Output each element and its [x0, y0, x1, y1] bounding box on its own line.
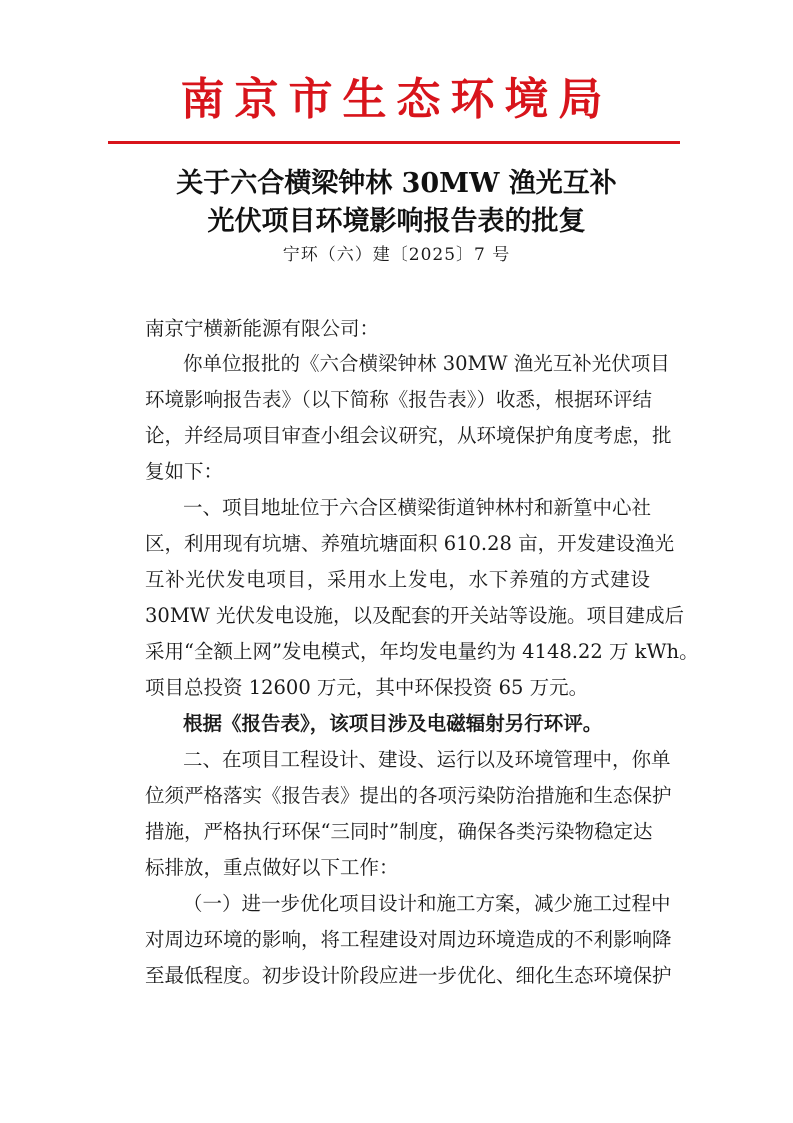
- body-line: 标排放，重点做好以下工作：: [145, 856, 399, 879]
- addressee: 南京宁横新能源有限公司：: [145, 317, 380, 340]
- body-line: 复如下：: [145, 460, 224, 483]
- agency-header: 南京市生态环境局: [180, 74, 613, 125]
- body-line: 位须严格落实《报告表》提出的各项污染防治措施和生态保护: [145, 784, 672, 807]
- body-line: 措施，严格执行环保“三同时”制度，确保各类污染物稳定达: [145, 820, 653, 843]
- body-line: 你单位报批的《六合横梁钟林 30MW 渔光互补光伏项目: [183, 352, 670, 375]
- body-line: 论，并经局项目审查小组会议研究，从环境保护角度考虑，批: [145, 424, 672, 447]
- body-line: 对周边环境的影响，将工程建设对周边环境造成的不利影响降: [145, 928, 672, 951]
- document-title-line-1: 关于六合横梁钟林 30MW 渔光互补: [176, 168, 617, 199]
- body-line: 一、项目地址位于六合区横梁街道钟林村和新篁中心社: [183, 496, 652, 519]
- document-number: 宁环（六）建〔2025〕7 号: [282, 245, 511, 265]
- body-line: 互补光伏发电项目，采用水上发电，水下养殖的方式建设: [145, 568, 650, 591]
- body-line: 环境影响报告表》（以下简称《报告表》）收悉，根据环评结: [145, 388, 653, 411]
- red-divider: [108, 141, 680, 144]
- body-line: 项目总投资 12600 万元，其中环保投资 65 万元。: [145, 676, 589, 699]
- body-line: （一）进一步优化项目设计和施工方案，减少施工过程中: [183, 892, 671, 915]
- body-line: 区，利用现有坑塘、养殖坑塘面积 610.28 亩，开发建设渔光: [145, 532, 675, 555]
- body-line: 至最低程度。初步设计阶段应进一步优化、细化生态环境保护: [145, 964, 672, 987]
- document-title-line-2: 光伏项目环境影响报告表的批复: [207, 206, 586, 237]
- body-line: 采用“全额上网”发电模式，年均发电量约为 4148.22 万 kWh。: [145, 640, 699, 663]
- body-line-emphasis: 根据《报告表》，该项目涉及电磁辐射另行环评。: [183, 712, 603, 735]
- body-line: 二、在项目工程设计、建设、运行以及环境管理中，你单: [183, 748, 671, 771]
- body-line: 30MW 光伏发电设施，以及配套的开关站等设施。项目建成后: [145, 604, 685, 627]
